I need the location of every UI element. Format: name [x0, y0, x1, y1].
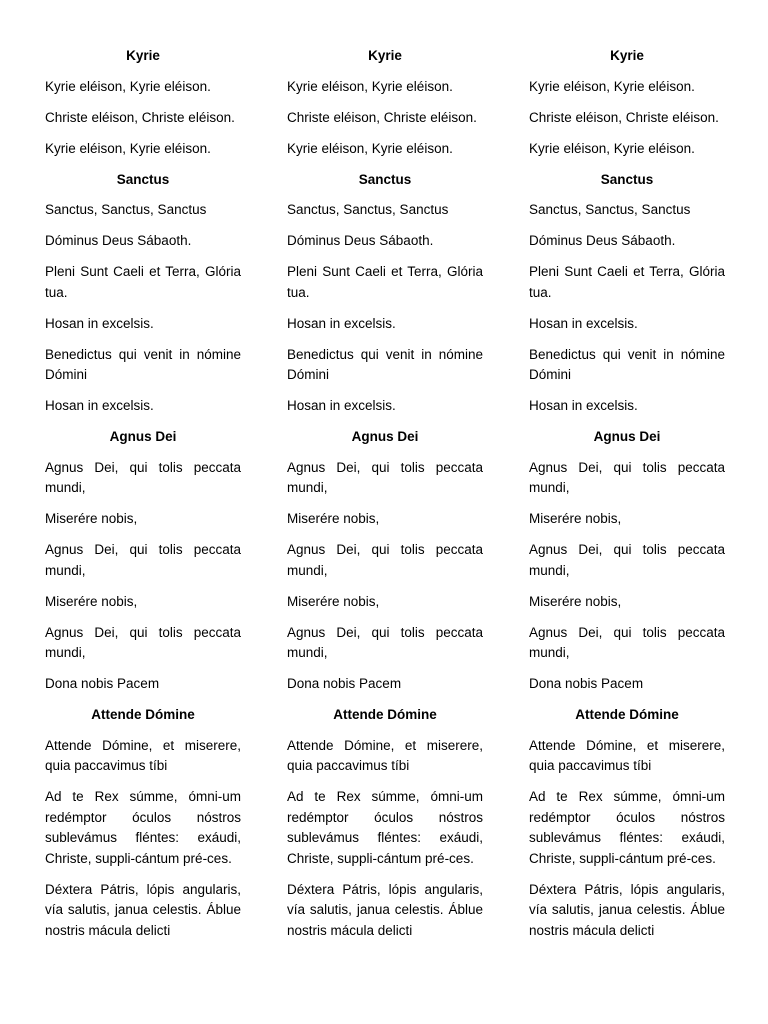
verse-line: Hosan in excelsis. [287, 398, 396, 413]
section-heading: Attende Dómine [575, 707, 679, 722]
verse-line: Sanctus, Sanctus, Sanctus [287, 202, 449, 217]
verse-line: Miserére nobis, [287, 511, 380, 526]
verse-line: Ad te Rex súmme, ómni-um redémptor óculos nóstros sublevámus fléntes: exáudi, Christe, suppli-cántum pré-ces. [287, 789, 483, 866]
verse-line: Agnus Dei, qui tolis peccata mundi, [287, 624, 483, 660]
verse-line: Déxtera Pátris, lópis angularis, vía salutis, janua celestis. Áblue nostris mácula delicti [529, 881, 725, 938]
verse-line: Dona nobis Pacem [529, 676, 644, 691]
verse-line: Dóminus Deus Sábaoth. [45, 233, 192, 248]
verse-line: Ad te Rex súmme, ómni-um redémptor óculos nóstros sublevámus fléntes: exáudi, Christe, suppli-cántum pré-ces. [529, 789, 725, 866]
section-agnus-dei [529, 427, 725, 695]
section-heading: Sanctus [116, 171, 170, 187]
section-heading: Kyrie [368, 48, 402, 63]
verse-line: Kyrie eléison, Kyrie eléison. [45, 78, 211, 94]
verse-line: Kyrie eléison, Kyrie eléison. [529, 140, 695, 156]
verse-line: Christe eléison, Christe eléison. [45, 109, 235, 125]
verse-line: Benedictus qui venit in nómine Dómini [529, 346, 725, 382]
section-heading: Sanctus [358, 171, 412, 187]
section-heading: Agnus Dei [109, 429, 177, 444]
verse-line: Hosan in excelsis. [529, 315, 638, 331]
verse-line: Agnus Dei, qui tolis peccata mundi, [45, 624, 241, 660]
verse-line: Ad te Rex súmme, ómni-um redémptor óculos nóstros sublevámus fléntes: exáudi, Christe, suppli-cántum pré-ces. [45, 789, 241, 866]
verse-line: Agnus Dei, qui tolis peccata mundi, [529, 542, 725, 578]
verse-line: Christe eléison, Christe eléison. [529, 109, 719, 125]
verse-line: Miserére nobis, [45, 511, 138, 526]
section-agnus-dei [287, 427, 483, 695]
verse-line: Agnus Dei, qui tolis peccata mundi, [45, 459, 241, 495]
verse-line: Agnus Dei, qui tolis peccata mundi, [45, 542, 241, 578]
hymn-column-3 [529, 44, 725, 952]
verse-line: Déxtera Pátris, lópis angularis, vía salutis, janua celestis. Áblue nostris mácula delicti [45, 881, 241, 938]
verse-line: Kyrie eléison, Kyrie eléison. [529, 78, 695, 94]
section-heading: Agnus Dei [593, 429, 661, 444]
section-heading: Kyrie [610, 48, 644, 63]
verse-line: Déxtera Pátris, lópis angularis, vía salutis, janua celestis. Áblue nostris mácula delicti [287, 881, 483, 938]
verse-line: Pleni Sunt Caeli et Terra, Glória tua. [287, 264, 483, 300]
verse-line: Dóminus Deus Sábaoth. [287, 233, 434, 248]
verse-line: Sanctus, Sanctus, Sanctus [45, 202, 207, 217]
verse-line: Attende Dómine, et miserere, quia paccavimus tíbi [529, 737, 725, 773]
section-sanctus [287, 170, 483, 417]
verse-line: Agnus Dei, qui tolis peccata mundi, [529, 459, 725, 495]
section-heading: Agnus Dei [351, 429, 419, 444]
verse-line: Miserére nobis, [529, 511, 622, 526]
verse-line: Kyrie eléison, Kyrie eléison. [287, 140, 453, 156]
verse-line: Miserére nobis, [529, 593, 622, 609]
hymn-column-2 [287, 44, 483, 952]
verse-line: Agnus Dei, qui tolis peccata mundi, [287, 542, 483, 578]
section-kyrie [45, 46, 241, 159]
hymn-sheet [45, 44, 725, 952]
verse-line: Christe eléison, Christe eléison. [287, 109, 477, 125]
verse-line: Benedictus qui venit in nómine Dómini [287, 346, 483, 382]
verse-line: Hosan in excelsis. [45, 315, 154, 331]
verse-line: Dóminus Deus Sábaoth. [529, 233, 676, 248]
section-heading: Attende Dómine [333, 707, 437, 722]
verse-line: Sanctus, Sanctus, Sanctus [529, 202, 691, 217]
section-heading: Kyrie [126, 48, 160, 63]
section-kyrie [529, 46, 725, 159]
section-kyrie [287, 46, 483, 159]
section-attende-domine [287, 705, 483, 941]
verse-line: Hosan in excelsis. [287, 315, 396, 331]
section-heading: Sanctus [600, 171, 654, 187]
section-sanctus [529, 170, 725, 417]
verse-line: Hosan in excelsis. [45, 398, 154, 413]
verse-line: Dona nobis Pacem [287, 676, 402, 691]
section-heading: Attende Dómine [91, 707, 195, 722]
hymn-column-1 [45, 44, 241, 952]
verse-line: Pleni Sunt Caeli et Terra, Glória tua. [45, 264, 241, 300]
verse-line: Attende Dómine, et miserere, quia paccavimus tíbi [45, 737, 241, 773]
verse-line: Kyrie eléison, Kyrie eléison. [287, 78, 453, 94]
verse-line: Dona nobis Pacem [45, 676, 160, 691]
verse-line: Agnus Dei, qui tolis peccata mundi, [287, 459, 483, 495]
section-attende-domine [45, 705, 241, 941]
section-sanctus [45, 170, 241, 417]
verse-line: Attende Dómine, et miserere, quia paccavimus tíbi [287, 737, 483, 773]
section-attende-domine [529, 705, 725, 941]
verse-line: Benedictus qui venit in nómine Dómini [45, 346, 241, 382]
verse-line: Miserére nobis, [287, 593, 380, 609]
verse-line: Pleni Sunt Caeli et Terra, Glória tua. [529, 264, 725, 300]
section-agnus-dei [45, 427, 241, 695]
verse-line: Miserére nobis, [45, 593, 138, 609]
verse-line: Agnus Dei, qui tolis peccata mundi, [529, 624, 725, 660]
verse-line: Hosan in excelsis. [529, 398, 638, 413]
verse-line: Kyrie eléison, Kyrie eléison. [45, 140, 211, 156]
